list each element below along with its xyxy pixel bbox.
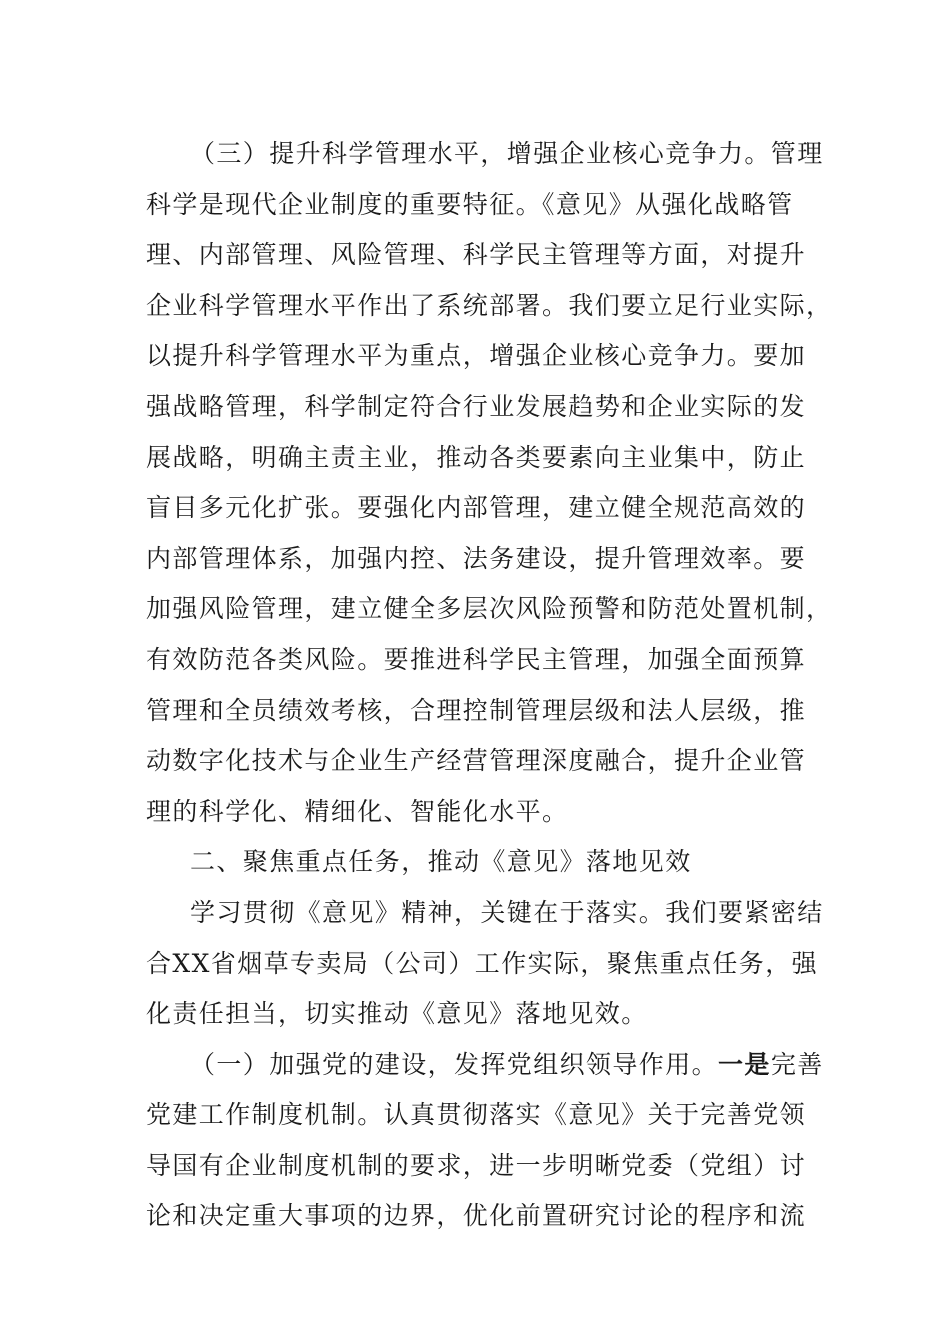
section-heading: 二、聚焦重点任务，推动《意见》落地见效 [190, 847, 692, 877]
paragraph-line: 导国有企业制度机制的要求，进一步明晰党委（党组）讨 [146, 1150, 807, 1180]
paragraph-line: 理的科学化、精细化、智能化水平。 [146, 796, 569, 826]
paragraph-line: 以提升科学管理水平为重点，增强企业核心竞争力。要加 [146, 341, 807, 371]
paragraph-line: 论和决定重大事项的边界，优化前置研究讨论的程序和流 [146, 1201, 807, 1231]
paragraph-line: 合XX省烟草专卖局（公司）工作实际，聚焦重点任务，强 [146, 948, 818, 978]
emphasis-text: 一是 [718, 1049, 771, 1079]
paragraph-line: 展战略，明确主责主业，推动各类要素向主业集中，防止 [146, 442, 807, 472]
paragraph-line: 动数字化技术与企业生产经营管理深度融合，提升企业管 [146, 746, 807, 776]
paragraph-line: 有效防范各类风险。要推进科学民主管理，加强全面预算 [146, 644, 807, 674]
paragraph-line: 企业科学管理水平作出了系统部署。我们要立足行业实际， [146, 290, 833, 320]
paragraph-line: 盲目多元化扩张。要强化内部管理，建立健全规范高效的 [146, 493, 807, 523]
document-body [146, 129, 833, 1242]
paragraph-line: 党建工作制度机制。认真贯彻落实《意见》关于完善党领 [146, 1100, 807, 1130]
subsection-text: 完善 [770, 1049, 824, 1079]
subsection-heading: （一）加强党的建设，发挥党组织领导作用。 [190, 1049, 719, 1079]
subsection-line [146, 1040, 824, 1091]
paragraph-line: 内部管理体系，加强内控、法务建设，提升管理效率。要 [146, 543, 807, 573]
paragraph-line: （三）提升科学管理水平，增强企业核心竞争力。管理 [190, 139, 824, 168]
paragraph-line: 化责任担当，切实推动《意见》落地见效。 [146, 999, 648, 1029]
paragraph-line: 加强风险管理，建立健全多层次风险预警和防范处置机制， [146, 594, 833, 624]
paragraph-line: 科学是现代企业制度的重要特征。《意见》从强化战略管 [146, 189, 794, 219]
paragraph-line: 理、内部管理、风险管理、科学民主管理等方面，对提升 [146, 240, 807, 270]
paragraph-line: 学习贯彻《意见》精神，关键在于落实。我们要紧密结 [190, 897, 824, 927]
paragraph-line: 管理和全员绩效考核，合理控制管理层级和法人层级，推 [146, 695, 807, 725]
paragraph-line: 强战略管理，科学制定符合行业发展趋势和企业实际的发 [146, 391, 807, 421]
